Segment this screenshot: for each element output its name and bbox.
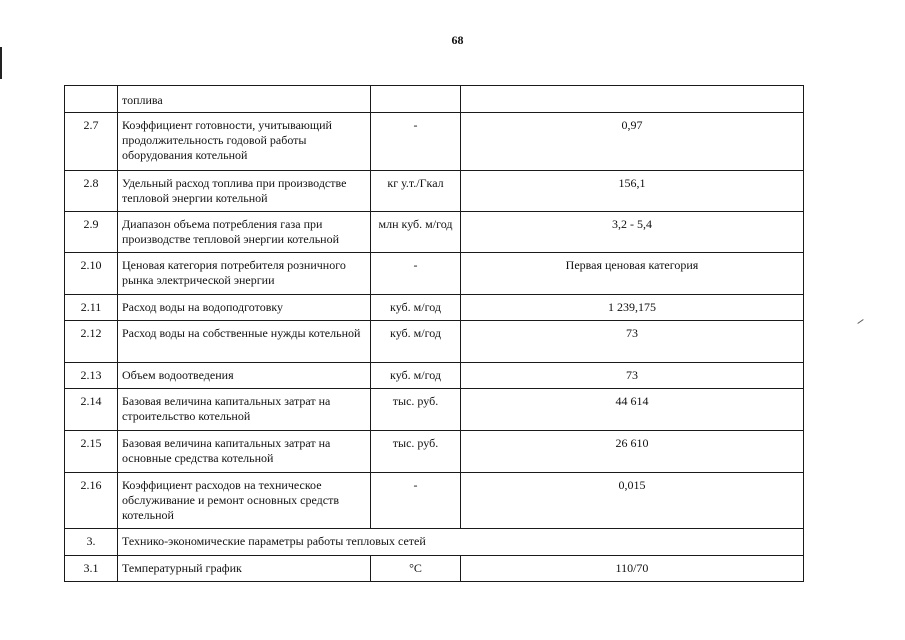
table-row — [65, 295, 804, 321]
row-number: 2.11 — [65, 295, 118, 321]
table-row — [65, 321, 804, 363]
row-unit: - — [371, 473, 461, 529]
table-row — [65, 363, 804, 389]
row-number: 2.10 — [65, 253, 118, 295]
row-name: Коэффициент расходов на техническое обслуживание и ремонт основных средств котельной — [118, 473, 371, 529]
row-value — [461, 86, 804, 113]
row-name: Расход воды на собственные нужды котельной — [118, 321, 371, 363]
row-unit: млн куб. м/год — [371, 212, 461, 253]
row-name: Базовая величина капитальных затрат на основные средства котельной — [118, 431, 371, 473]
row-number: 2.14 — [65, 389, 118, 431]
row-name: Объем водоотведения — [118, 363, 371, 389]
row-unit: тыс. руб. — [371, 389, 461, 431]
row-value: 73 — [461, 363, 804, 389]
section-row — [65, 529, 804, 556]
row-number: 2.15 — [65, 431, 118, 473]
row-number: 2.9 — [65, 212, 118, 253]
row-value: 0,97 — [461, 113, 804, 171]
row-name: топлива — [118, 86, 371, 113]
section-number: 3. — [65, 529, 118, 556]
row-value: 26 610 — [461, 431, 804, 473]
row-number: 2.8 — [65, 171, 118, 212]
page-number: 68 — [451, 33, 464, 47]
table-row — [65, 556, 804, 582]
row-number: 2.12 — [65, 321, 118, 363]
row-unit: куб. м/год — [371, 295, 461, 321]
row-unit: тыс. руб. — [371, 431, 461, 473]
table-row — [65, 86, 804, 113]
row-number: 2.16 — [65, 473, 118, 529]
table-row — [65, 473, 804, 529]
row-name: Температурный график — [118, 556, 371, 582]
row-unit: кг у.т./Гкал — [371, 171, 461, 212]
row-unit: куб. м/год — [371, 363, 461, 389]
table-row — [65, 431, 804, 473]
row-value: 156,1 — [461, 171, 804, 212]
row-name: Базовая величина капитальных затрат на строительство котельной — [118, 389, 371, 431]
row-value: 110/70 — [461, 556, 804, 582]
row-value: 0,015 — [461, 473, 804, 529]
table-row — [65, 253, 804, 295]
row-value: 73 — [461, 321, 804, 363]
row-unit: °С — [371, 556, 461, 582]
parameters-table — [64, 85, 804, 582]
row-name: Диапазон объема потребления газа при производстве тепловой энергии котельной — [118, 212, 371, 253]
row-unit: куб. м/год — [371, 321, 461, 363]
row-name: Ценовая категория потребителя розничного рынка электрической энергии — [118, 253, 371, 295]
section-title: Технико-экономические параметры работы тепловых сетей — [118, 529, 804, 556]
table-row — [65, 212, 804, 253]
row-value: 3,2 - 5,4 — [461, 212, 804, 253]
table-row — [65, 113, 804, 171]
row-name: Удельный расход топлива при производстве тепловой энергии котельной — [118, 171, 371, 212]
row-number: 2.13 — [65, 363, 118, 389]
row-name: Коэффициент готовности, учитывающий продолжительность годовой работы оборудования котельной — [118, 113, 371, 171]
row-name: Расход воды на водоподготовку — [118, 295, 371, 321]
row-unit — [371, 86, 461, 113]
left-edge-line — [0, 47, 2, 79]
row-number: 3.1 — [65, 556, 118, 582]
row-number — [65, 86, 118, 113]
row-unit: - — [371, 113, 461, 171]
table-row — [65, 171, 804, 212]
row-value: Первая ценовая категория — [461, 253, 804, 295]
row-unit: - — [371, 253, 461, 295]
margin-mark — [857, 319, 863, 324]
row-number: 2.7 — [65, 113, 118, 171]
table-row — [65, 389, 804, 431]
row-value: 1 239,175 — [461, 295, 804, 321]
row-value: 44 614 — [461, 389, 804, 431]
